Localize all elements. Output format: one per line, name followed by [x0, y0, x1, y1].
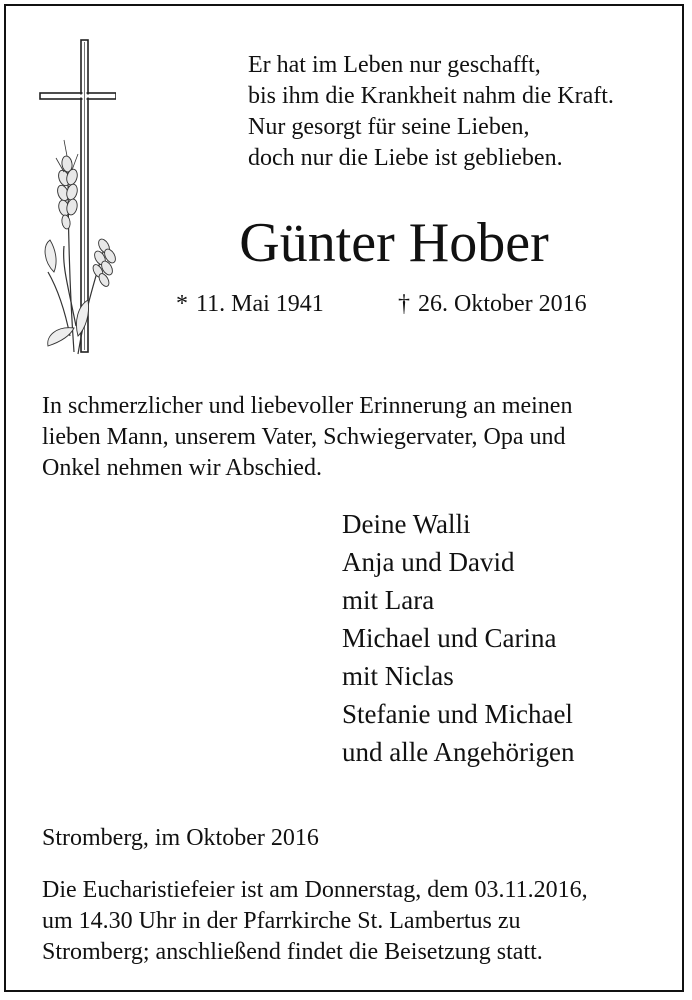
tribute-line: lieben Mann, unserem Vater, Schwiegervater, Opa und: [42, 424, 566, 450]
birth-date: 11. Mai 1941: [196, 291, 324, 317]
mourner-entry: und alle Angehörigen: [342, 737, 575, 767]
tribute-line: In schmerzlicher und liebevoller Erinnerung an meinen: [42, 393, 573, 419]
poem-line: Er hat im Leben nur geschafft,: [248, 52, 541, 78]
birth-symbol: *: [176, 291, 188, 317]
tribute-line: Onkel nehmen wir Abschied.: [42, 455, 322, 481]
death-symbol: †: [398, 291, 410, 317]
deceased-name: Günter Hober: [239, 212, 549, 274]
mourner-entry: Anja und David: [342, 547, 515, 577]
mourner-entry: Michael und Carina: [342, 623, 557, 653]
mourner-entry: Deine Walli: [342, 509, 471, 539]
birth-date-line: [176, 289, 324, 319]
place-and-date: Stromberg, im Oktober 2016: [42, 825, 319, 851]
memorial-poem: [248, 50, 614, 174]
funeral-service-info: [42, 875, 588, 968]
poem-line: bis ihm die Krankheit nahm die Kraft.: [248, 83, 614, 109]
tribute-text: [42, 391, 662, 484]
service-line: Stromberg; anschließend findet die Beisetzung statt.: [42, 939, 543, 965]
mourner-entry: Stefanie und Michael: [342, 699, 573, 729]
cross-with-wheat-icon: [34, 36, 116, 358]
mourner-entry: mit Niclas: [342, 661, 454, 691]
poem-line: doch nur die Liebe ist geblieben.: [248, 145, 563, 171]
mourners-list: [342, 505, 574, 771]
service-line: um 14.30 Uhr in der Pfarrkirche St. Lambertus zu: [42, 908, 521, 934]
death-date-line: [398, 289, 587, 319]
service-line: Die Eucharistiefeier ist am Donnerstag, dem 03.11.2016,: [42, 877, 588, 903]
poem-line: Nur gesorgt für seine Lieben,: [248, 114, 530, 140]
death-date: 26. Oktober 2016: [418, 291, 587, 317]
mourner-entry: mit Lara: [342, 585, 435, 615]
